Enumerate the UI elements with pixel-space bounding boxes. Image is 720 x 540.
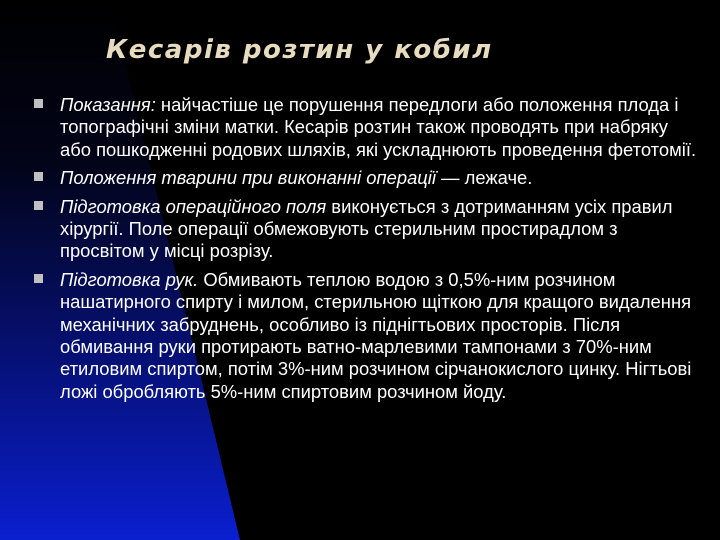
bullet-item-field-preparation (34, 196, 704, 263)
bullet-text: найчастіше це порушення передлоги або положення плода і топографічні зміни матки. Кесарів розтин також проводять при набряку або пошкодженні родових шляхів, які ускладнюють проведення фетотомії. (60, 94, 697, 160)
bullet-list (34, 94, 704, 409)
bullet-item-indications (34, 94, 704, 161)
square-bullet-icon (34, 274, 43, 283)
bullet-text: Обмивають теплою водою з 0,5%-ним розчином нашатирного спирту і милом, стерильною щіткою для кращого видалення механічних забруднень, особливо із піднігтьових просторів. Після обмивання руки протирають ватно-марлевими тампонами з 70%-ним етиловим спиртом, потім 3%-ним розчином сірчанокислого цинку. Нігтьові ложі обробляють 5%-ним спиртовим розчином йоду. (60, 268, 692, 402)
bullet-item-hand-preparation (34, 269, 704, 403)
bullet-item-animal-position (34, 167, 704, 189)
square-bullet-icon (34, 172, 43, 181)
bullet-text: виконується з дотриманням усіх правил хірургії. Поле операції обмежовують стерильним простирадлом з просвітом у місці розрізу. (60, 195, 673, 262)
bullet-lead: Положення тварини при виконанні операції (60, 167, 436, 189)
square-bullet-icon (34, 201, 43, 210)
bullet-lead: Показання: (60, 94, 156, 115)
square-bullet-icon (34, 99, 43, 108)
bullet-text: — лежаче. (435, 167, 533, 189)
bullet-lead: Підготовка операційного поля (60, 195, 327, 217)
bullet-lead: Підготовка рук. (60, 268, 199, 290)
slide-title: Кесарів розтин у кобил (106, 35, 493, 65)
